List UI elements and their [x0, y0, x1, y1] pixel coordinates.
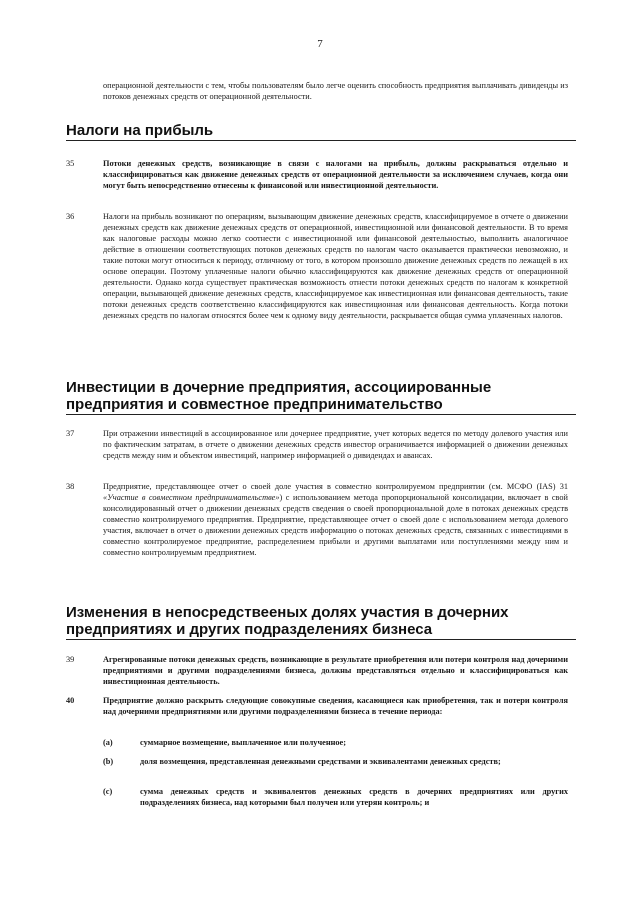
paragraph-number: 37	[66, 429, 75, 438]
paragraph-text	[103, 481, 568, 558]
item-label: (b)	[103, 757, 114, 766]
intro-paragraph: операционной деятельности с тем, чтобы пользователям было легче оценить способность предприятия выплачивать дивиденды из потоков денежных средств от операционной деятельности.	[103, 81, 568, 101]
paragraph-text: Налоги на прибыль возникают по операциям, вызывающим движение денежных средств, классифицируемое в отчете о движении денежных средств как движение денежных средств от операционной, инвестиционной или финансовой деятельности. В то время как налоговые расходы можно легко соотнести с инвестиционной или финансовой деятельностью, выполнить аналогичное действие в отношении соответствующих потоков денежных средств по налогам часто оказывается практически невозможно, и такие потоки могут относиться к периоду, отличному от того, в котором произошло движение денежных средств по лежащей в их основе операции. Поэтому уплаченные налоги обычно классифицируются как движение денежных средств от операционной деятельности. Однако когда существует практическая возможность отнести потоки денежных средств по налогам к конкретной операции, вызывающей движение денежных средств, классифицируемое как инвестиционная или финансовая деятельность, такие потоки денежных средств соответственно классифицируются как инвестиционная или финансовая деятельность. Когда потоки денежных средств по налогам относятся более чем к одному виду деятельности, раскрывается общая сумма уплаченных налогов.	[103, 212, 568, 320]
text-part: ) с использованием метода пропорциональной консолидации, включает в свой консолидированный отчет о движении денежных средств сведения о своей пропорциональной доле в потоках денежных средств совместно контролируемого предприятия. Предприятие, представляющее отчет о своей доле с использованием метода долевого участия, включает в отчет о движении денежных средств информацию о потоках денежных средств, связанных с инвестициями в совместно контролируемое предприятие, распределением прибыли и другими выплатами или поступлениями между ним и совместно контролируемым предприятием.	[103, 493, 568, 557]
paragraph-number: 35	[66, 159, 75, 168]
section-heading-income-taxes: Налоги на прибыль	[66, 122, 576, 141]
item-text: суммарное возмещение, выплаченное или полученное;	[140, 738, 346, 747]
section-heading-investments: Инвестиции в дочерние предприятия, ассоциированные предприятия и совместное предпринимательство	[66, 379, 576, 415]
item-text: доля возмещения, представленная денежными средствами и эквивалентами денежных средств;	[140, 757, 501, 766]
paragraph-number: 36	[66, 212, 75, 221]
paragraph-text: Потоки денежных средств, возникающие в связи с налогами на прибыль, должны раскрываться отдельно и классифицироваться как движение денежных средств от операционной деятельности за исключением случаев, когда они могут быть непосредственно отнесены к финансовой или инвестиционной деятельности.	[103, 159, 568, 190]
paragraph-text: При отражении инвестиций в ассоциированное или дочернее предприятие, учет которых ведется по методу долевого участия или по фактическим затратам, в отчете о движении денежных средств инвестор ограничивается информацией о движении денежных средств между ним и объектом инвестиций, например информацией о дивидендах и авансах.	[103, 429, 568, 460]
section-heading-ownership-changes: Изменения в непосредствееных долях участия в дочерних предприятиях и других подразделениях бизнеса	[66, 604, 576, 640]
item-label: (c)	[103, 787, 113, 796]
paragraph-text: Агрегированные потоки денежных средств, возникающие в результате приобретения или потери контроля над дочерними предприятиями и другими подразделениями бизнеса, должны представляться отдельно и классифицироваться как инвестиционная деятельность.	[103, 655, 568, 686]
standard-title: «Участие в совместном предпринимательстве»	[103, 493, 280, 502]
item-text: сумма денежных средств и эквивалентов денежных средств в дочерних предприятиях или других подразделениях бизнеса, над которыми был получен или утерян контроль; и	[140, 787, 568, 807]
text-part: Предприятие, представляющее отчет о своей доле участия в совместно контролируемом предприятии (см. МСФО (IAS) 31	[103, 482, 568, 491]
page-number: 7	[317, 38, 323, 50]
paragraph-number: 40	[66, 696, 75, 705]
paragraph-text: Предприятие должно раскрыть следующие совокупные сведения, касающиеся как приобретения, так и потери контроля над дочерними предприятиями или другими подразделениями бизнеса в течение периода:	[103, 696, 568, 716]
paragraph-number: 39	[66, 655, 75, 664]
item-label: (a)	[103, 738, 113, 747]
paragraph-number: 38	[66, 482, 75, 491]
